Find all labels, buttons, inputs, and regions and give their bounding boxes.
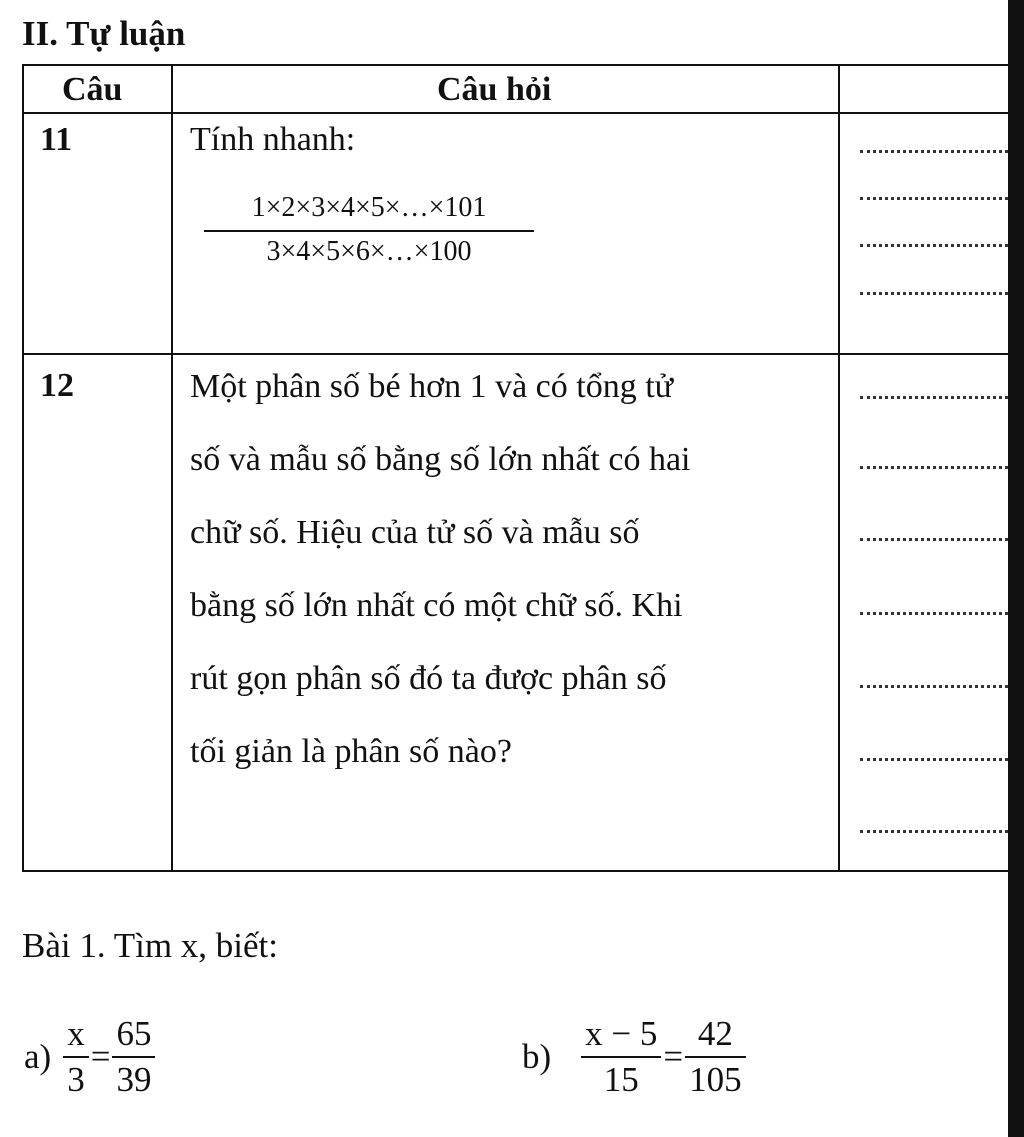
section-title: II. Tự luận (22, 14, 186, 53)
table-top-border (22, 64, 1008, 66)
answer-dots (860, 683, 1008, 688)
answer-dots (860, 242, 1008, 247)
fraction-denominator: 3×4×5×6×…×100 (266, 236, 472, 267)
equation-b-lhs-num: x − 5 (585, 1014, 658, 1053)
table-col-divider-1 (171, 64, 173, 872)
equation-b (522, 1014, 746, 1100)
equation-a-lhs-den: 3 (67, 1060, 85, 1099)
equation-a-lhs (63, 1014, 89, 1100)
equation-a (24, 1014, 155, 1100)
row-12-question-line: rút gọn phân số đó ta được phân số (190, 660, 667, 697)
table-left-border (22, 64, 24, 872)
equation-b-rhs-num: 42 (697, 1014, 733, 1053)
equation-a-lhs-num: x (67, 1014, 85, 1053)
header-cau-hoi: Câu hỏi (437, 71, 552, 108)
row-11-fraction (204, 192, 534, 268)
right-edge-bar (1008, 0, 1024, 1137)
row-12-number: 12 (40, 367, 74, 404)
table-bottom-border (22, 870, 1008, 872)
row-12-question-line: tối giản là phân số nào? (190, 733, 512, 770)
equation-b-lhs (581, 1014, 661, 1100)
equation-b-rhs (685, 1014, 746, 1100)
equation-b-label: b) (522, 1037, 552, 1076)
row-11-number: 11 (40, 121, 73, 158)
row-11-question: Tính nhanh: (190, 121, 356, 158)
equals-sign: = (90, 1037, 111, 1076)
answer-dots (860, 536, 1008, 541)
questions-table (22, 64, 1008, 872)
equation-b-lhs-den: 15 (603, 1060, 639, 1099)
answer-dots (860, 828, 1008, 833)
answer-dots (860, 148, 1008, 153)
table-header-divider (22, 112, 1008, 114)
row-12-question-line: bằng số lớn nhất có một chữ số. Khi (190, 587, 683, 624)
equation-a-rhs-den: 39 (116, 1060, 152, 1099)
fraction-numerator: 1×2×3×4×5×…×101 (251, 192, 487, 223)
answer-dots (860, 464, 1008, 469)
equation-a-rhs (112, 1014, 155, 1100)
answer-dots (860, 610, 1008, 615)
answer-dots (860, 756, 1008, 761)
header-cau: Câu (62, 71, 123, 108)
row-12-question-line: số và mẫu số bằng số lớn nhất có hai (190, 441, 691, 478)
answer-dots (860, 394, 1008, 399)
equals-sign: = (663, 1037, 684, 1076)
answer-dots (860, 290, 1008, 295)
equation-b-rhs-den: 105 (689, 1060, 742, 1099)
equation-a-rhs-num: 65 (116, 1014, 152, 1053)
equation-a-label: a) (24, 1037, 52, 1076)
row-12-question-line: chữ số. Hiệu của tử số và mẫu số (190, 514, 640, 551)
row-12-question-line: Một phân số bé hơn 1 và có tổng tử (190, 368, 674, 405)
exercise-title: Bài 1. Tìm x, biết: (22, 926, 279, 965)
table-col-divider-2 (838, 64, 840, 872)
answer-dots (860, 195, 1008, 200)
